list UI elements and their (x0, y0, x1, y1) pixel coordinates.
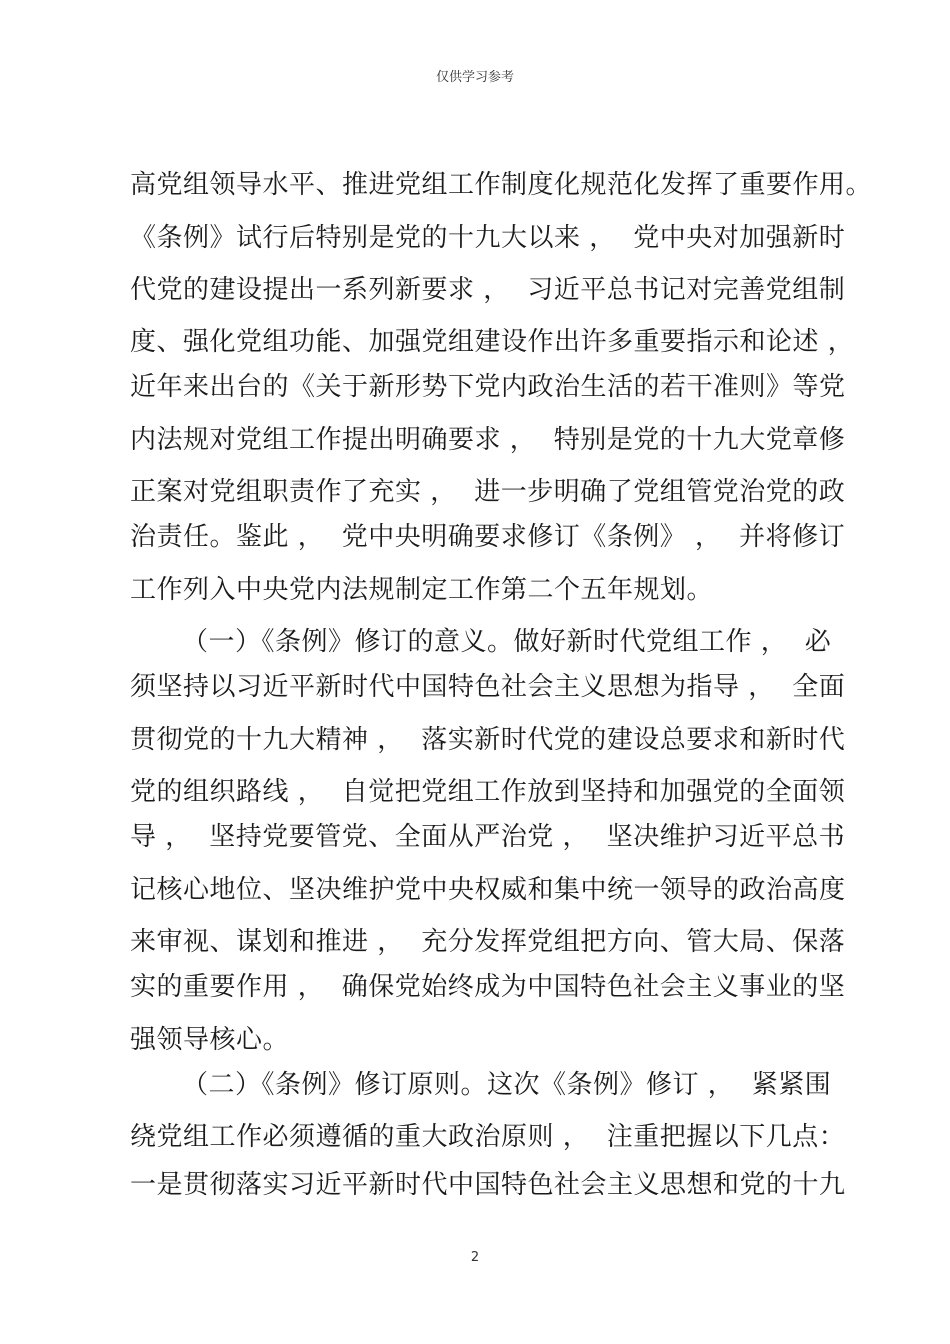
text-line: 代党的建设提出一系列新要求 ， 习近平总书记对完善党组制 (130, 275, 846, 305)
text-line: （一）《条例》修订的意义。做好新时代党组工作 ， 必 (182, 627, 832, 657)
text-line: 绕党组工作必须遵循的重大政治原则 ， 注重把握以下几点： (130, 1122, 846, 1152)
text-line: 《条例》试行后特别是党的十九大以来 ， 党中央对加强新时 (130, 223, 846, 253)
page-header: 仅供学习参考 (435, 70, 514, 85)
text-line: 治责任。鉴此 ， 党中央明确要求修订《条例》 ， 并将修订 (130, 522, 846, 552)
text-line: 内法规对党组工作提出明确要求 ， 特别是党的十九大党章修 (130, 425, 846, 455)
text-line: 近年来出台的《关于新形势下党内政治生活的若干准则》等党 (130, 372, 846, 402)
text-line: 一是贯彻落实习近平新时代中国特色社会主义思想和党的十九 (130, 1170, 846, 1200)
text-line: 来审视、谋划和推进 ， 充分发挥党组把方向、管大局、保落 (130, 927, 846, 957)
text-line: 记核心地位、坚决维护党中央权威和集中统一领导的政治高度 (130, 875, 846, 905)
text-line: 工作列入中央党内法规制定工作第二个五年规划。 (130, 575, 714, 605)
page-number: 2 (470, 1250, 480, 1265)
text-line: 高党组领导水平、推进党组工作制度化规范化发挥了重要作用。 (130, 170, 873, 200)
text-line: （二）《条例》修订原则。这次《条例》修订 ， 紧紧围 (182, 1070, 832, 1100)
text-line: 须坚持以习近平新时代中国特色社会主义思想为指导 ， 全面 (130, 672, 846, 702)
text-line: 实的重要作用 ， 确保党始终成为中国特色社会主义事业的坚 (130, 972, 846, 1002)
text-line: 党的组织路线 ， 自觉把党组工作放到坚持和加强党的全面领 (130, 777, 846, 807)
text-line: 贯彻党的十九大精神 ， 落实新时代党的建设总要求和新时代 (130, 725, 846, 755)
text-line: 强领导核心。 (130, 1025, 290, 1055)
text-line: 导 ， 坚持党要管党、全面从严治党 ， 坚决维护习近平总书 (130, 822, 846, 852)
text-line: 度、强化党组功能、加强党组建设作出许多重要指示和论述 ， (130, 327, 855, 357)
text-line: 正案对党组职责作了充实 ， 进一步明确了党组管党治党的政 (130, 477, 846, 507)
